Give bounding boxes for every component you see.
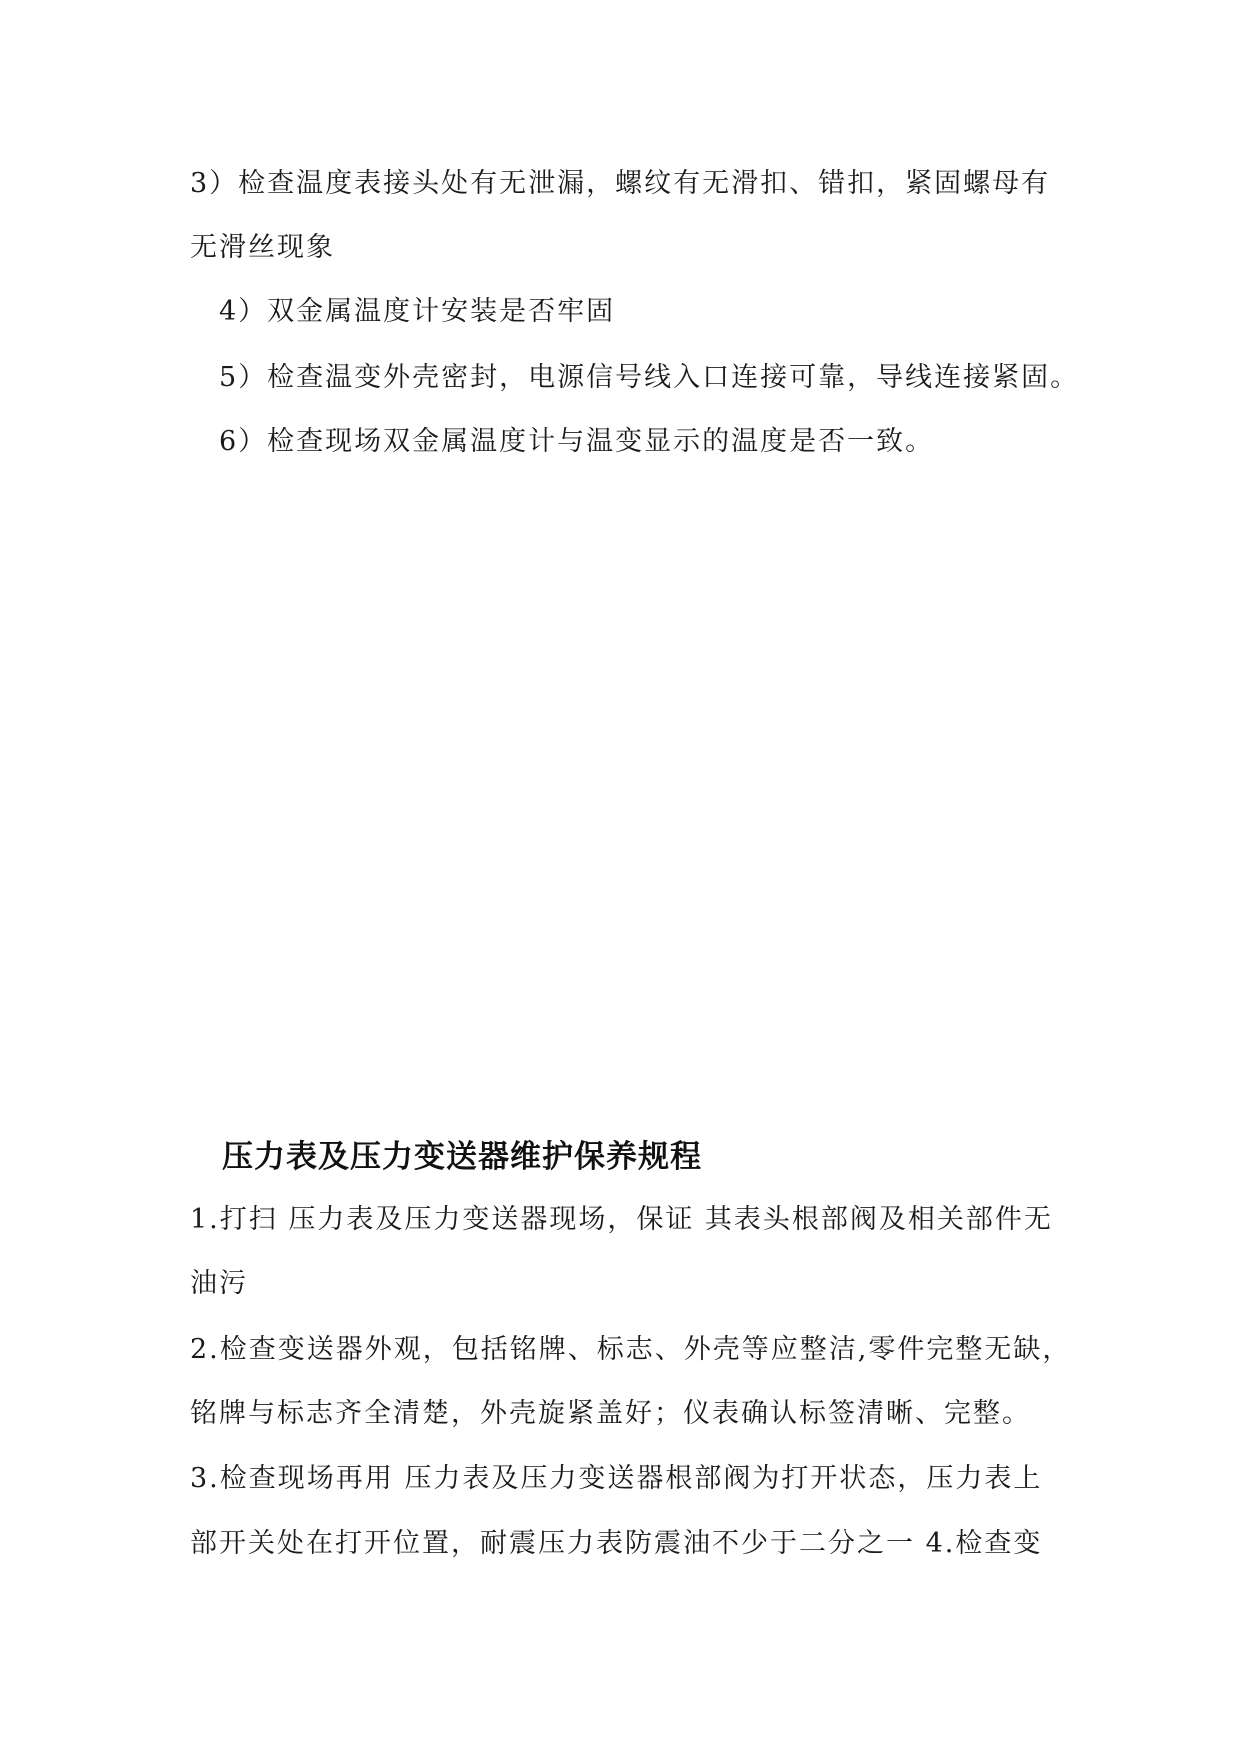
paragraph-line: 6）检查现场双金属温度计与温变显示的温度是否一致。 — [219, 426, 935, 457]
paragraph-line: 2.检查变送器外观，包括铭牌、标志、外壳等应整洁,零件完整无缺， — [190, 1334, 1072, 1365]
section-heading: 压力表及压力变送器维护保养规程 — [222, 1139, 702, 1175]
paragraph-line: 无滑丝现象 — [190, 232, 335, 263]
paragraph-line: 5）检查温变外壳密封，电源信号线入口连接可靠，导线连接紧固。 — [219, 362, 1080, 393]
paragraph-line: 1.打扫 压力表及压力变送器现场，保证 其表头根部阀及相关部件无 — [190, 1204, 1053, 1235]
paragraph-line: 铭牌与标志齐全清楚，外壳旋紧盖好；仪表确认标签清晰、完整。 — [190, 1398, 1031, 1429]
paragraph-line: 3）检查温度表接头处有无泄漏，螺纹有无滑扣、错扣，紧固螺母有 — [190, 168, 1051, 199]
paragraph-line: 油污 — [190, 1268, 248, 1299]
paragraph-line: 4）双金属温度计安装是否牢固 — [219, 296, 616, 327]
paragraph-line: 3.检查现场再用 压力表及压力变送器根部阀为打开状态，压力表上 — [190, 1463, 1043, 1494]
paragraph-line: 部开关处在打开位置，耐震压力表防震油不少于二分之一 4.检查变 — [190, 1528, 1043, 1559]
